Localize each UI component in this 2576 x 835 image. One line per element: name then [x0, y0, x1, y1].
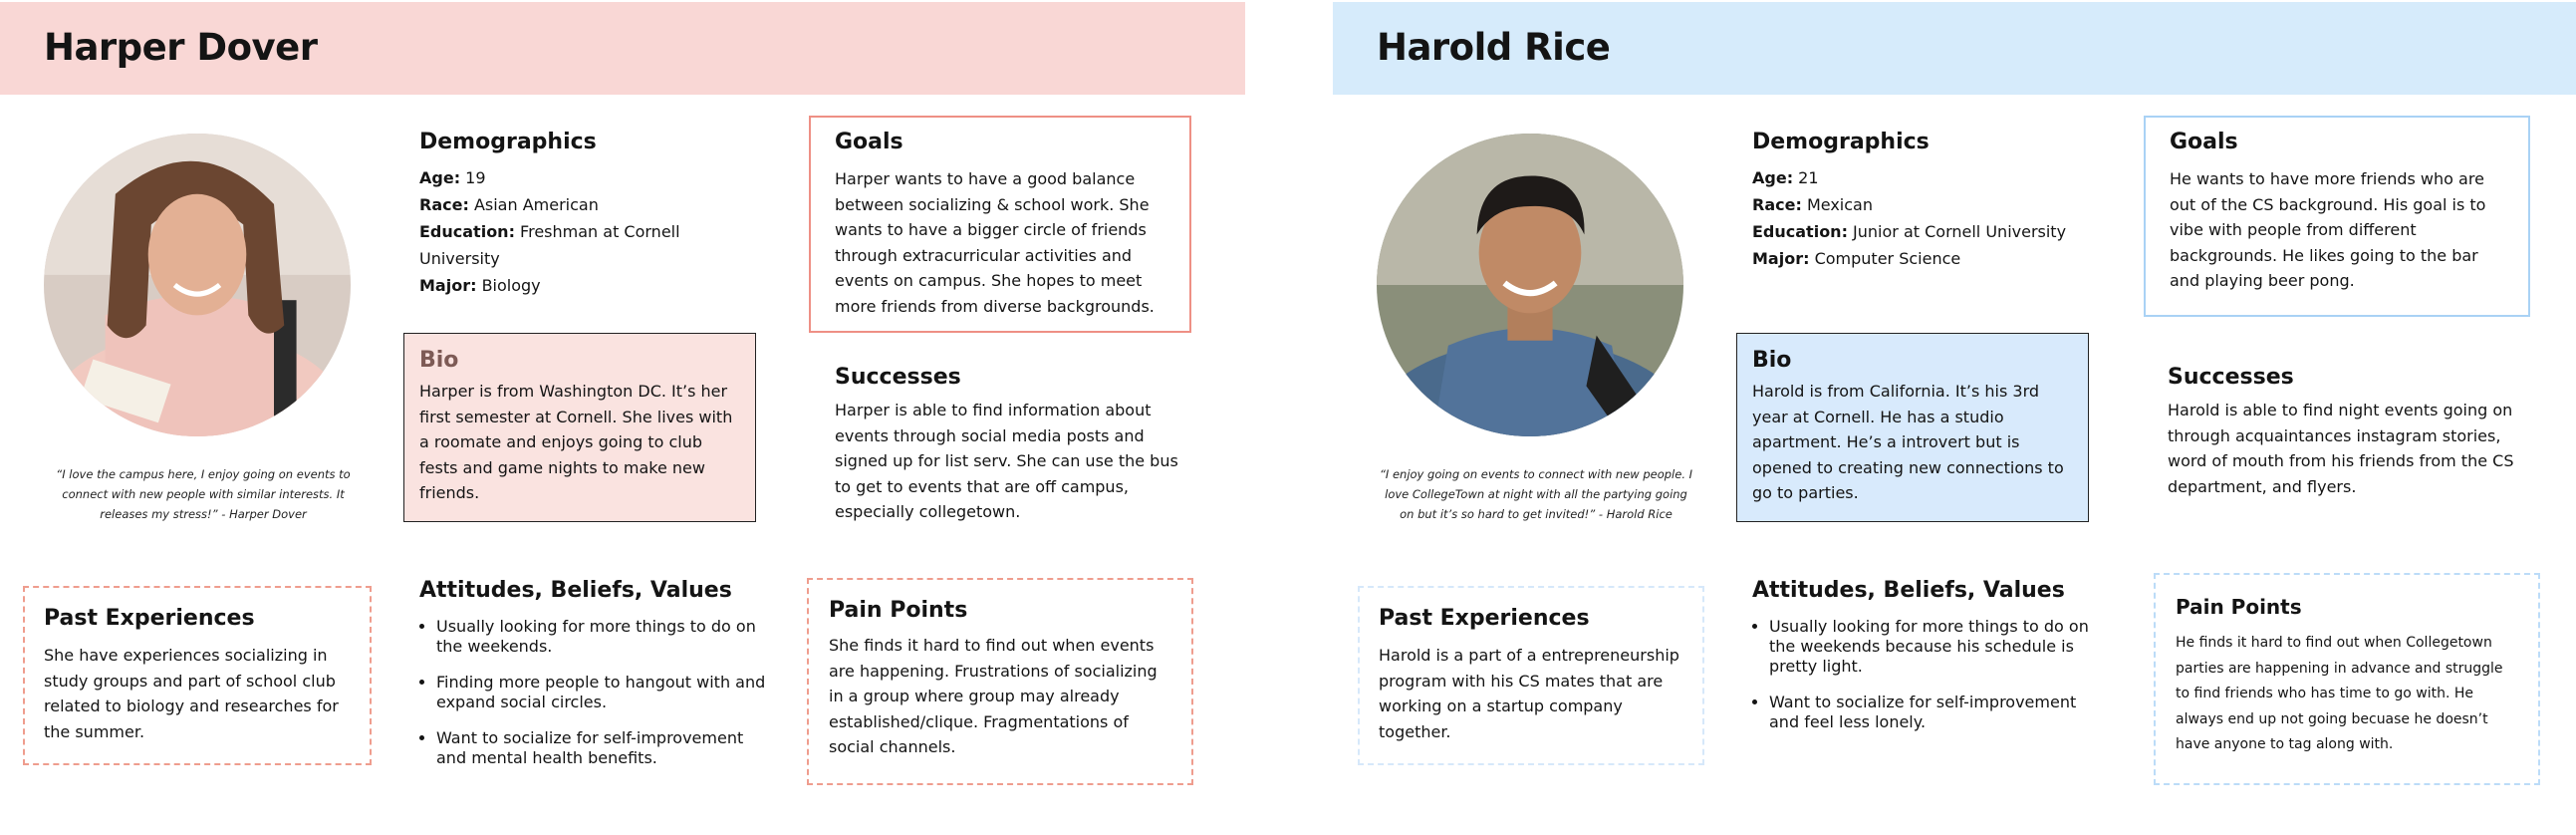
demographics-heading: Demographics: [1752, 130, 1930, 154]
past-experiences-heading: Past Experiences: [44, 606, 255, 631]
major-row: [1752, 245, 2091, 272]
major-label: Major:: [1752, 249, 1810, 268]
attitudes-list: [419, 617, 768, 768]
successes-heading: Successes: [835, 365, 961, 390]
persona-name: Harper Dover: [44, 26, 318, 69]
attitudes-section: [419, 578, 768, 784]
education-value: Freshman at Cornell University: [419, 222, 680, 268]
major-label: Major:: [419, 276, 477, 295]
attitudes-heading: Attitudes, Beliefs, Values: [419, 578, 732, 603]
major-row: [419, 272, 758, 299]
bio-text: Harold is from California. It’s his 3rd year at Cornell. He has a studio apartment. He’s a introvert but is opened to creating new connections to go to parties.: [1752, 382, 2064, 502]
persona-photo: [1377, 134, 1683, 436]
demographics-section: [419, 130, 758, 299]
attitudes-section: [1752, 578, 2101, 748]
age-row: [419, 164, 758, 191]
major-value: Computer Science: [1809, 249, 1961, 268]
goals-text: Harper wants to have a good balance between socializing & school work. She wants to have a bigger circle of friends through extracurricular activities and events on campus. She hopes to meet more friends from diverse backgrounds.: [835, 169, 1155, 316]
goals-heading: Goals: [835, 130, 903, 154]
education-row: [1752, 218, 2091, 245]
persona-quote: “I love the campus here, I enjoy going on events to connect with new people with similar interests. It releases my stress!” - Harper Dover: [56, 467, 351, 521]
race-value: Asian American: [468, 195, 599, 214]
successes-heading: Successes: [2168, 365, 2294, 390]
past-experiences-card: [23, 586, 372, 765]
persona-banner: [1333, 2, 2576, 95]
past-experiences-text: Harold is a part of a entrepreneurship program with his CS mates that are working on a startup company together.: [1379, 646, 1679, 741]
persona-quote: “I enjoy going on events to connect with new people. I love CollegeTown at night with all the partying going on but it’s so hard to get invited!” - Harold Rice: [1379, 467, 1693, 521]
demographics-heading: Demographics: [419, 130, 597, 154]
goals-text: He wants to have more friends who are out of the CS background. His goal is to vibe with people from different backgrounds. He likes going to the bar and playing beer pong.: [2170, 169, 2486, 290]
successes-section: [835, 365, 1193, 525]
bio-text: Harper is from Washington DC. It’s her first semester at Cornell. She lives with a roomate and enjoys going to club fests and game nights to make new friends.: [419, 382, 733, 502]
persona-photo: [44, 134, 351, 436]
goals-heading: Goals: [2170, 130, 2238, 154]
persona-name: Harold Rice: [1377, 26, 1611, 69]
age-row: [1752, 164, 2091, 191]
pain-points-text: She finds it hard to find out when events are happening. Frustrations of socializing in a group where group may already established/clique. Fragmentations of social channels.: [829, 636, 1158, 756]
age-label: Age:: [1752, 168, 1794, 187]
pain-points-card: [807, 578, 1193, 785]
age-value: 21: [1793, 168, 1819, 187]
bio-card: [403, 333, 756, 522]
persona-banner: [0, 2, 1245, 95]
attitudes-heading: Attitudes, Beliefs, Values: [1752, 578, 2065, 603]
successes-text: Harper is able to find information about events through social media posts and signed up for list serv. She can use the bus to get to events that are off campus, especially collegetown.: [835, 401, 1178, 521]
bio-card: [1736, 333, 2089, 522]
pain-points-heading: Pain Points: [829, 598, 968, 623]
race-row: [1752, 191, 2091, 218]
bio-heading: Bio: [1752, 348, 1792, 373]
bio-heading: Bio: [419, 348, 459, 373]
major-value: Biology: [476, 276, 541, 295]
successes-text: Harold is able to find night events going on through acquaintances instagram stories, word of mouth from his friends from the CS department, and flyers.: [2168, 401, 2514, 496]
education-row: [419, 218, 758, 272]
pain-points-card: [2154, 573, 2540, 785]
goals-card: [809, 116, 1191, 333]
race-label: Race:: [1752, 195, 1802, 214]
successes-section: [2168, 365, 2526, 499]
attitudes-list: [1752, 617, 2101, 732]
age-label: Age:: [419, 168, 461, 187]
attitude-item: • Want to socialize for self-improvement and feel less lonely.: [1769, 693, 2101, 732]
persona-card-harper: [0, 0, 1255, 835]
pain-points-text: He finds it hard to find out when Collegetown parties are happening in advance and struggle to find friends who has time to go with. He always end up not going becuase he doesn’t have anyone to tag along with.: [2176, 635, 2503, 752]
persona-card-harold: [1333, 0, 2576, 835]
race-row: [419, 191, 758, 218]
attitude-item: • Finding more people to hangout with and expand social circles.: [436, 673, 768, 712]
goals-card: [2144, 116, 2530, 317]
education-label: Education:: [419, 222, 515, 241]
attitude-item: • Usually looking for more things to do on the weekends because his schedule is pretty light.: [1769, 617, 2101, 677]
past-experiences-heading: Past Experiences: [1379, 606, 1590, 631]
education-value: Junior at Cornell University: [1847, 222, 2067, 241]
attitude-item: • Want to socialize for self-improvement and mental health benefits.: [436, 728, 768, 768]
past-experiences-text: She have experiences socializing in study groups and part of school club related to biology and researches for the summer.: [44, 646, 339, 741]
education-label: Education:: [1752, 222, 1848, 241]
demographics-section: [1752, 130, 2091, 272]
pain-points-heading: Pain Points: [2176, 595, 2302, 619]
past-experiences-card: [1358, 586, 1704, 765]
age-value: 19: [460, 168, 486, 187]
attitude-item: • Usually looking for more things to do on the weekends.: [436, 617, 768, 657]
race-label: Race:: [419, 195, 469, 214]
race-value: Mexican: [1801, 195, 1873, 214]
